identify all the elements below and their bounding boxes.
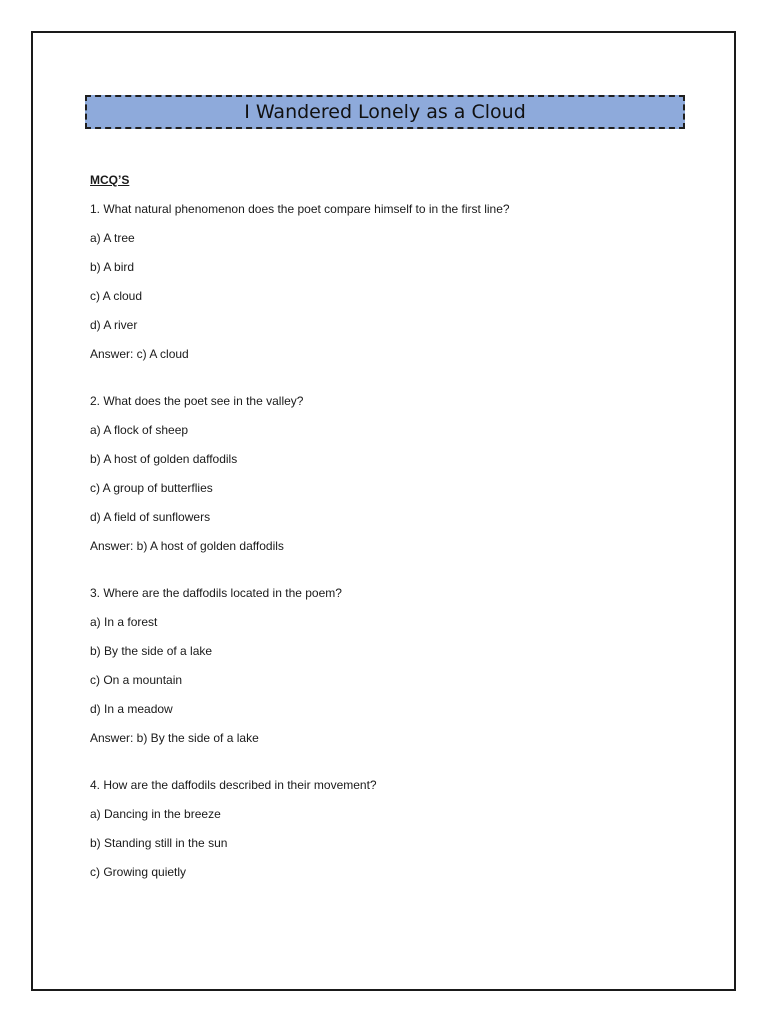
option-text: a) In a forest: [90, 615, 158, 629]
option-text: d) A river: [90, 318, 138, 332]
option-text: d) A field of sunflowers: [90, 510, 211, 524]
question-text: 3. Where are the daffodils located in the poem?: [90, 586, 342, 600]
option-text: a) Dancing in the breeze: [90, 807, 221, 821]
title-banner: [85, 95, 685, 129]
answer-text: Answer: c) A cloud: [90, 347, 189, 361]
option-text: b) A host of golden daffodils: [90, 452, 238, 466]
quiz-content: [90, 171, 690, 910]
question-text: 4. How are the daffodils described in their movement?: [90, 778, 377, 792]
document-page: [31, 31, 736, 991]
option-text: d) In a meadow: [90, 702, 173, 716]
option-text: c) A cloud: [90, 289, 143, 303]
section-heading: MCQ’S: [90, 173, 130, 187]
question-text: 2. What does the poet see in the valley?: [90, 394, 304, 408]
question-block-1: [90, 200, 690, 363]
option-text: c) A group of butterflies: [90, 481, 213, 495]
question-block-2: [90, 392, 690, 555]
answer-text: Answer: b) A host of golden daffodils: [90, 539, 284, 553]
question-block-4: [90, 776, 690, 881]
option-text: b) Standing still in the sun: [90, 836, 228, 850]
question-block-3: [90, 584, 690, 747]
option-text: a) A tree: [90, 231, 135, 245]
option-text: c) On a mountain: [90, 673, 183, 687]
option-text: b) A bird: [90, 260, 135, 274]
answer-text: Answer: b) By the side of a lake: [90, 731, 259, 745]
option-text: c) Growing quietly: [90, 865, 187, 879]
option-text: b) By the side of a lake: [90, 644, 213, 658]
option-text: a) A flock of sheep: [90, 423, 189, 437]
question-text: 1. What natural phenomenon does the poet compare himself to in the first line?: [90, 202, 510, 216]
document-title: I Wandered Lonely as a Cloud: [244, 101, 526, 123]
